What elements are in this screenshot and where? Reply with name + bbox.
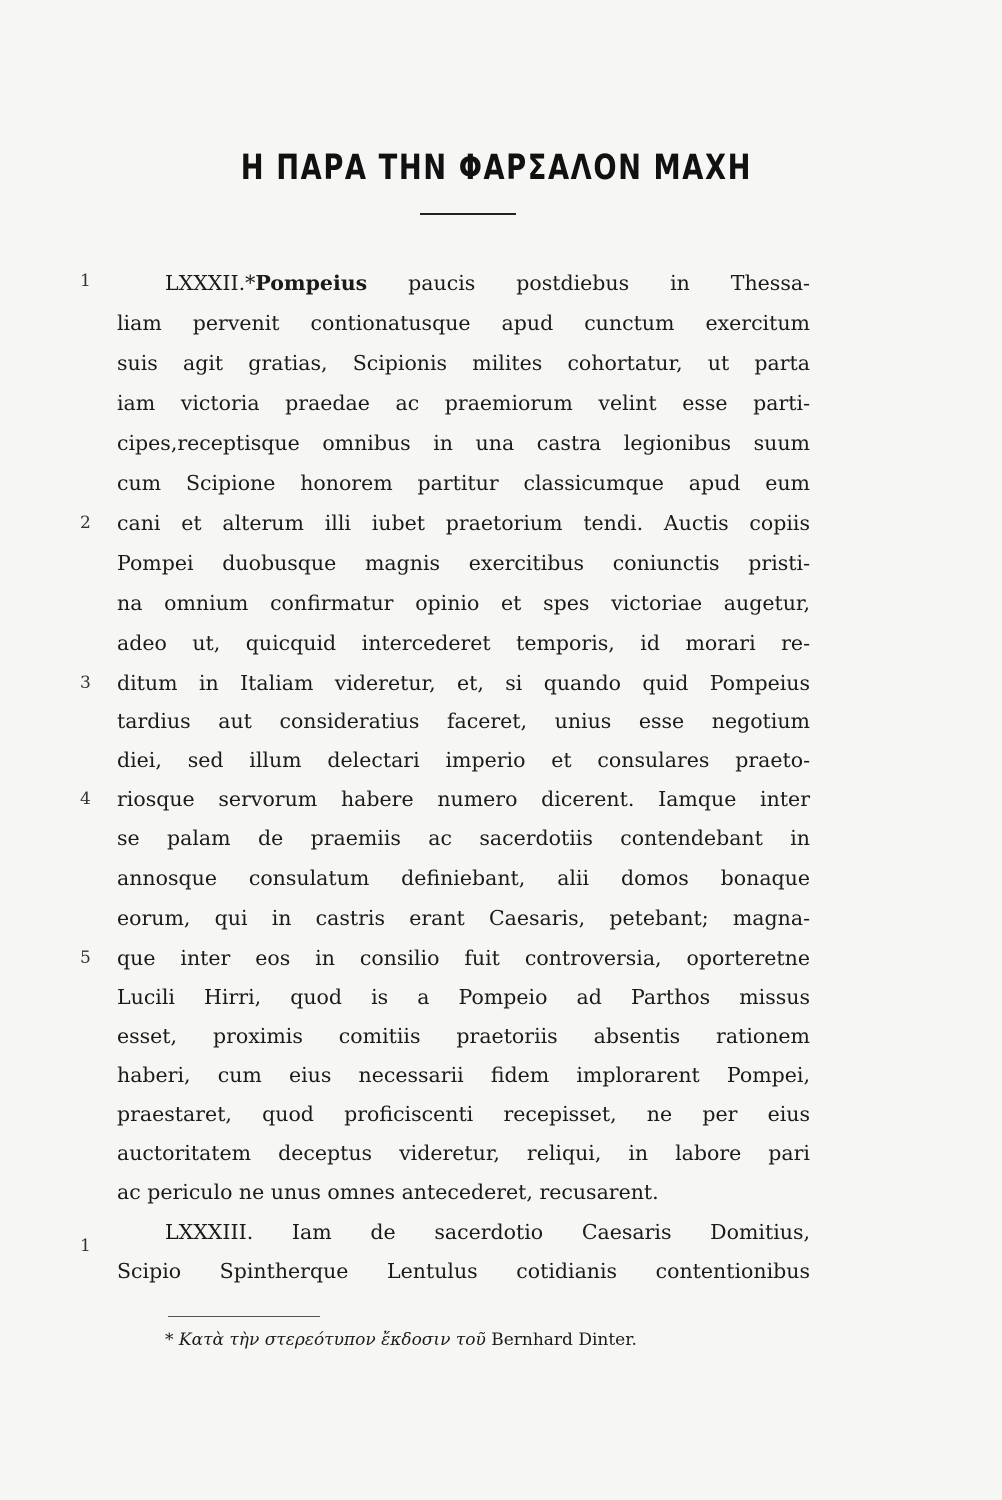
text-line: diei, sed illum delectari imperio et consulares praeto- xyxy=(117,748,810,772)
text-fragment: paucis postdiebus in Thessa- xyxy=(408,271,810,295)
text-line: Lucili Hirri, quod is a Pompeio ad Parthos missus xyxy=(117,985,810,1009)
text-line: que inter eos in consilio fuit controversia, oporteretne xyxy=(117,946,810,970)
footnote-name: Bernhard Dinter. xyxy=(491,1330,637,1350)
text-line: se palam de praemiis ac sacerdotiis contendebant in xyxy=(117,826,810,850)
chapter-heading: LXXXII.* xyxy=(165,271,256,295)
title-rule xyxy=(420,213,516,215)
text-line: annosque consulatum definiebant, alii domos bonaque xyxy=(117,866,810,890)
text-line: cipes,receptisque omnibus in una castra legionibus suum xyxy=(117,431,810,455)
text-line: auctoritatem deceptus videretur, reliqui, in labore pari xyxy=(117,1141,810,1165)
text-line: iam victoria praedae ac praemiorum velint esse parti- xyxy=(117,391,810,415)
text-line: cum Scipione honorem partitur classicumque apud eum xyxy=(117,471,810,495)
section-number: 5 xyxy=(80,948,91,968)
text-line: tardius aut consideratius faceret, unius esse negotium xyxy=(117,709,810,733)
text-line: Scipio Spintherque Lentulus cotidianis contentionibus xyxy=(117,1259,810,1283)
section-number: 1 xyxy=(80,1236,91,1256)
text-line: eorum, qui in castris erant Caesaris, petebant; magna- xyxy=(117,906,810,930)
text-line: liam pervenit contionatusque apud cunctum exercitum xyxy=(117,311,810,335)
bold-word: Pompeius xyxy=(255,271,368,295)
section-number: 4 xyxy=(80,789,91,809)
footnote xyxy=(165,1326,637,1354)
footnote-greek: * Κατὰ τὴν στερεότυπον ἔκδοσιν τοῦ xyxy=(165,1330,486,1350)
text-line: ditum in Italiam videretur, et, si quando quid Pompeius xyxy=(117,671,810,695)
text-line: Pompei duobusque magnis exercitibus coniunctis pristi- xyxy=(117,551,810,575)
text-line: praestaret, quod proficiscenti recepisset, ne per eius xyxy=(117,1102,810,1126)
page-title: Η ΠΑΡΑ ΤΗΝ ΦΑΡΣΑΛΟΝ ΜΑΧΗ xyxy=(240,148,753,188)
section-number: 1 xyxy=(80,271,91,291)
text-line: na omnium confirmatur opinio et spes victoriae augetur, xyxy=(117,591,810,615)
text-line: suis agit gratias, Scipionis milites cohortatur, ut parta xyxy=(117,351,810,375)
text-line: riosque servorum habere numero dicerent. Iamque inter xyxy=(117,787,810,811)
text-line: cani et alterum illi iubet praetorium tendi. Auctis copiis xyxy=(117,511,810,535)
section-number: 2 xyxy=(80,513,91,533)
section-number: 3 xyxy=(80,673,91,693)
text-line: ac periculo ne unus omnes antecederet, recusarent. xyxy=(117,1180,659,1204)
text-line: haberi, cum eius necessarii fidem implorarent Pompei, xyxy=(117,1063,810,1087)
text-line: LXXXIII. Iam de sacerdotio Caesaris Domitius, xyxy=(165,1220,810,1244)
text-line: esset, proximis comitiis praetoriis absentis rationem xyxy=(117,1024,810,1048)
text-line xyxy=(165,263,810,303)
text-line: adeo ut, quicquid intercederet temporis, id morari re- xyxy=(117,631,810,655)
footnote-rule xyxy=(168,1316,320,1317)
